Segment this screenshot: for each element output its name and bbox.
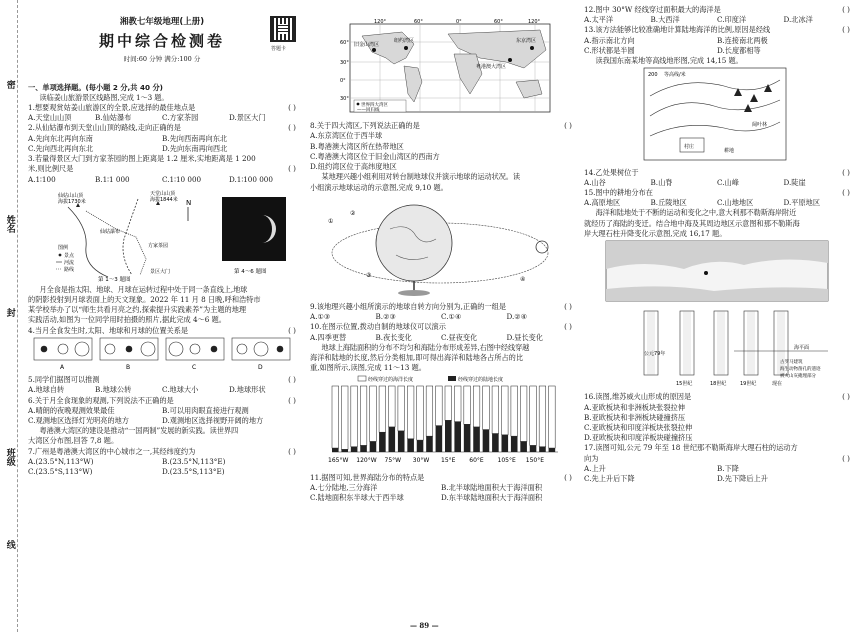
mediterranean-figure bbox=[584, 239, 850, 389]
bar-sea bbox=[511, 386, 518, 436]
intro-text: 读我国东南某地等高线地形图,完成 14,15 题。 bbox=[595, 56, 743, 66]
question-17-cont: 向为 ( ) bbox=[584, 453, 850, 463]
question-6: 6.关于月全食现象的观测,下列说法不正确的是 ( ) bbox=[28, 395, 296, 405]
margin-label: 姓名 bbox=[4, 215, 15, 233]
intro-text: 的阴影投射到月球表面上的天文现象。2022 年 11 月 8 日晚,呼和浩特市 bbox=[28, 294, 261, 304]
figure-row-1 bbox=[28, 187, 296, 283]
options-14: A.山谷 B.山脊 C.山峰 D.陡崖 bbox=[584, 177, 806, 187]
bar-sea bbox=[351, 386, 358, 447]
bar-land bbox=[539, 446, 546, 451]
earth-icon bbox=[58, 344, 68, 354]
lunar-eclipse-photo bbox=[222, 197, 286, 261]
bar-sea bbox=[398, 386, 405, 431]
option: D.亚欧板块和印度洋板块碰撞挤压 bbox=[584, 433, 693, 443]
intro-text: 读临姜山旅游景区线路图,完成 1～3 题。 bbox=[39, 92, 169, 102]
scenic-route-map bbox=[28, 187, 296, 283]
svg-text:河流: 河流 bbox=[64, 259, 75, 266]
svg-text:村庄: 村庄 bbox=[684, 144, 695, 151]
legend-sea: 经线穿过的海洋长度 bbox=[368, 376, 414, 383]
marble-pillar bbox=[644, 311, 658, 375]
bar-sea bbox=[417, 386, 424, 440]
bar-land bbox=[379, 432, 386, 452]
bar-land bbox=[464, 424, 471, 452]
earth-icon bbox=[190, 344, 200, 354]
options-9: A.①③ B.②③ C.①④ D.②④ bbox=[310, 312, 528, 322]
bar-sea bbox=[530, 386, 537, 445]
x-tick-label: 75°W bbox=[384, 456, 402, 464]
bar-land bbox=[351, 446, 358, 451]
bar-land bbox=[549, 448, 556, 452]
margin-label: 班级 bbox=[4, 448, 15, 466]
land-sea-chart bbox=[310, 374, 572, 470]
options-15: A.高原地区 B.丘陵地区 C.山地地区 D.平原地区 bbox=[584, 198, 821, 208]
options-6: A.晴朗的夜晚观测效果最佳 B.可以用肉眼直接进行观测 C.观测地区选择灯光明亮的地方 D.观测地区选择视野开阔的地方 bbox=[28, 405, 264, 425]
bar-land bbox=[445, 420, 452, 452]
intro-text: 月全食是指太阳、地球、月球在运转过程中处于同一条直线上,地球 bbox=[39, 284, 248, 294]
margin-label: 密 bbox=[4, 80, 15, 89]
section-title: 一、单项选择题。(每小题 2 分,共 40 分) bbox=[28, 82, 163, 92]
moon-icon bbox=[211, 346, 217, 352]
option: B.粤港澳大湾区所在热带地区 bbox=[310, 141, 404, 151]
earth-icon bbox=[105, 344, 115, 354]
world-bay-areas-map bbox=[310, 18, 572, 118]
svg-text:等高线/米: 等高线/米 bbox=[664, 72, 686, 79]
option: C.粤港澳大湾区位于旧金山湾区的西南方 bbox=[310, 151, 440, 161]
bar-sea bbox=[407, 386, 414, 439]
question-1: 1.想要观赏姑姜山旅游区的全景,应选择的最佳地点是 ( ) bbox=[28, 103, 296, 113]
svg-text:15世纪: 15世纪 bbox=[676, 381, 693, 388]
svg-text:60°: 60° bbox=[494, 19, 503, 25]
svg-text:海平面: 海平面 bbox=[794, 345, 810, 352]
moon-icon bbox=[277, 346, 283, 352]
svg-text:200: 200 bbox=[648, 72, 658, 79]
option: A.亚欧板块和非洲板块张裂拉伸 bbox=[584, 402, 685, 412]
map-label: 东京湾区 bbox=[516, 38, 537, 44]
column-left bbox=[22, 0, 300, 632]
options-7: A.(23.5°N,113°W) B.(23.5°N,113°E) C.(23.5°S,113°W) D.(23.5°S,113°E) bbox=[28, 456, 226, 477]
bar-land bbox=[502, 434, 509, 451]
x-tick-label: 30°W bbox=[412, 456, 430, 464]
exam-subtitle: 湘教七年级地理(上册) bbox=[119, 17, 205, 27]
svg-text:路线: 路线 bbox=[64, 266, 75, 273]
intro-text: 大湾区分布图,回答 7,8 题。 bbox=[28, 436, 119, 446]
column-middle bbox=[306, 0, 576, 632]
options-17: A.上升 B.下降 C.先上升后下降 D.先下降后上升 bbox=[584, 463, 768, 484]
intro-text: 粤港澳大湾区的建设是推动“一国两制”发展的新实践。读世界四 bbox=[39, 426, 239, 436]
intro-text: 重,如图所示,读图,完成 11～13 题。 bbox=[310, 363, 426, 373]
bar-sea bbox=[539, 386, 546, 447]
map-label: 纽约湾区 bbox=[394, 38, 415, 44]
legend-title: 图例 bbox=[58, 244, 69, 251]
options-11: A.七分陆地,三分海洋 B.北半球陆地面积大于海洋面积 C.陆地面积东半球大于西半球 D.东半球陆地面积大于海洋面积 bbox=[310, 482, 543, 503]
option: A.东京湾区位于西半球 bbox=[310, 131, 383, 141]
intro-text: 岸大理石柱升降变化示意图,完成 16,17 题。 bbox=[584, 228, 727, 238]
map-label: 海拔1844米 bbox=[150, 196, 178, 203]
page-number: — 89 — bbox=[410, 621, 439, 630]
option: C.亚欧板块和印度洋板块张裂拉伸 bbox=[584, 422, 693, 432]
svg-text:18世纪: 18世纪 bbox=[710, 381, 727, 388]
eclipse-options-figure bbox=[28, 336, 296, 372]
bar-sea bbox=[520, 386, 527, 441]
svg-text:120°: 120° bbox=[528, 19, 541, 25]
options-2: A.先向东北再向东南 B.先向西南再向东北 C.先向西北再向东北 D.先向东南再向西北 bbox=[28, 133, 228, 153]
bar-sea bbox=[360, 386, 367, 445]
option-label: D bbox=[258, 363, 263, 371]
options-10: A.四季更替 B.夜长变化 C.昼夜变化 D.昼长变化 bbox=[310, 332, 544, 342]
map-label: 粤港澳大湾区 bbox=[476, 64, 507, 70]
options-13: A.指示南北方向 B.连接南北两极 C.形状都是半圆 D.长度都相等 bbox=[584, 35, 768, 55]
bar-land bbox=[454, 421, 461, 451]
exam-title: 期中综合检测卷 bbox=[98, 32, 225, 51]
exam-header bbox=[28, 16, 296, 65]
map-label: 方家茶园 bbox=[148, 242, 169, 249]
legend-land: 经线穿过的陆地长度 bbox=[458, 376, 504, 383]
bar-sea bbox=[483, 386, 490, 430]
question-13: 13.该方法能够比较准确地计算陆地海洋的比例,原因是经线 ( ) bbox=[584, 25, 850, 35]
bar-land bbox=[530, 445, 537, 452]
question-14: 14.乙处果树位于 ( ) bbox=[584, 167, 850, 177]
bar-land bbox=[341, 449, 348, 452]
map-label: 仙姑瀑布 bbox=[100, 228, 121, 235]
margin-label: 线 bbox=[4, 540, 15, 549]
question-15: 15.图中的耕地分布在 ( ) bbox=[584, 187, 850, 197]
map-label: 仙姑山山顶 bbox=[58, 192, 84, 199]
question-5: 5.同学们据图可以推测 ( ) bbox=[28, 375, 296, 385]
bar-sea bbox=[473, 386, 480, 427]
x-tick-label: 120°W bbox=[356, 456, 377, 464]
exam-meta: 时间:60 分钟 满分:100 分 bbox=[123, 55, 201, 64]
svg-text:耕地: 耕地 bbox=[724, 148, 735, 155]
intro-text: 海洋和陆地处于不断的运动和变化之中,意大利那不勒斯海岸附近 bbox=[595, 208, 797, 218]
bar-land bbox=[407, 438, 414, 451]
globe-icon bbox=[376, 205, 452, 281]
bar-sea bbox=[445, 386, 452, 420]
svg-text:0°: 0° bbox=[340, 78, 346, 84]
svg-text:世界四大湾区: 世界四大湾区 bbox=[361, 103, 388, 108]
svg-text:④: ④ bbox=[520, 275, 526, 283]
svg-text:19世纪: 19世纪 bbox=[740, 381, 757, 388]
bar-sea bbox=[426, 386, 433, 436]
marble-pillar bbox=[744, 311, 758, 375]
svg-text:60°: 60° bbox=[414, 19, 423, 25]
intro-text: 某地理兴趣小组利用对转台制地球仪并演示地球的运动状况。读 bbox=[321, 172, 520, 182]
bar-sea bbox=[492, 386, 499, 434]
figure-caption: 第 4～6 题图 bbox=[234, 268, 267, 275]
bar-land bbox=[426, 436, 433, 452]
bar-land bbox=[473, 426, 480, 451]
qr-code[interactable] bbox=[270, 16, 296, 42]
question-11: 11.据图可知,世界海陆分布的特点是 ( ) bbox=[310, 472, 572, 482]
north-arrow: N bbox=[186, 198, 192, 207]
svg-text:30°: 30° bbox=[340, 60, 349, 66]
bar-sea bbox=[379, 386, 386, 432]
x-tick-label: 105°E bbox=[497, 456, 516, 464]
topographic-map bbox=[584, 66, 850, 164]
options-3: A.1∶100 B.1∶1 000 C.1∶10 000 D.1∶100 000 bbox=[28, 174, 273, 184]
marble-pillar bbox=[680, 311, 694, 375]
bar-sea bbox=[549, 386, 556, 448]
option: B.亚欧板块和非洲板块碰撞挤压 bbox=[584, 412, 686, 422]
question-7: 7.广州是粤港澳大湾区的中心城市之一,其经纬度约为 ( ) bbox=[28, 446, 296, 456]
bar-land bbox=[492, 433, 499, 451]
question-17: 17.读图可知,公元 79 年至 18 世纪那不勒斯海岸大理石柱的运动方 bbox=[584, 443, 798, 453]
bar-sea bbox=[389, 386, 396, 427]
bar-land bbox=[389, 426, 396, 451]
figure-caption: 第 1～3 题图 bbox=[98, 276, 131, 283]
sun-icon bbox=[141, 342, 155, 356]
map-label: 天堂山山顶 bbox=[150, 190, 176, 197]
volcano-icon bbox=[704, 271, 708, 275]
svg-text:②: ② bbox=[350, 209, 356, 217]
sun-icon bbox=[75, 342, 89, 356]
question-3-cont: 米,则比例尺是 ( ) bbox=[28, 164, 296, 174]
binding-margin bbox=[0, 0, 18, 632]
question-3: 3.若量得景区大门到方家茶园的图上距离是 1.2 厘米,实地距离是 1 200 bbox=[28, 154, 256, 164]
bar-land bbox=[520, 441, 527, 452]
svg-text:③: ③ bbox=[366, 271, 372, 279]
margin-label: 封 bbox=[4, 308, 15, 317]
bar-land bbox=[360, 445, 367, 452]
question-9: 9.该地理兴趣小组所演示的地球自转方向分别为,正确的一组是 ( ) bbox=[310, 301, 572, 311]
marble-pillar bbox=[774, 311, 788, 375]
intro-text: 地球上海陆面积的分布不均匀和海陆分布形成差异,右图中经线穿越 bbox=[321, 342, 530, 352]
svg-text:——回归线: ——回归线 bbox=[357, 108, 380, 113]
question-2: 2.从仙姑瀑布到天堂山山顶的路线,走向正确的是 ( ) bbox=[28, 123, 296, 133]
option-label: C bbox=[192, 363, 197, 371]
bar-sea bbox=[502, 386, 509, 435]
options-1: A.天堂山山顶 B.仙姑瀑布 C.方家茶园 D.景区大门 bbox=[28, 113, 266, 123]
question-10: 10.在图示位置,拨动自制的地球仪可以演示 ( ) bbox=[310, 322, 572, 332]
map-label: 旧金山湾区 bbox=[354, 42, 380, 48]
svg-text:120°: 120° bbox=[374, 19, 387, 25]
svg-text:阔叶林: 阔叶林 bbox=[752, 122, 768, 129]
moon-icon bbox=[126, 346, 132, 352]
intro-text: 实践活动,如图为一位同学用时拍摄的照片,据此完成 4～6 题。 bbox=[28, 315, 226, 325]
sun-icon bbox=[169, 342, 183, 356]
earth-icon bbox=[237, 344, 247, 354]
svg-text:古罗马建筑: 古罗马建筑 bbox=[780, 360, 803, 366]
map-label: 景区大门 bbox=[150, 268, 171, 275]
bar-sea bbox=[341, 386, 348, 449]
intro-text: 小组演示地球运动的示意图,完成 9,10 题。 bbox=[310, 182, 448, 192]
globe-demo-figure bbox=[310, 193, 572, 299]
svg-text:①: ① bbox=[328, 217, 334, 225]
question-4: 4.当月全食发生时,太阳、地球和月球的位置关系是 ( ) bbox=[28, 325, 296, 335]
bar-land bbox=[511, 436, 518, 452]
question-16: 16.读图,维苏威火山形成的原因是 ( ) bbox=[584, 392, 850, 402]
intro-text: 就经历了海陆的变迁。结合地中海及其周边地区示意图和那不勒斯海 bbox=[584, 218, 800, 228]
bar-land bbox=[370, 441, 377, 452]
options-5: A.地球自转 B.地球公转 C.地球大小 D.地球形状 bbox=[28, 385, 266, 395]
bar-sea bbox=[436, 386, 443, 426]
svg-text:现在: 现在 bbox=[772, 381, 783, 388]
svg-text:公元79年: 公元79年 bbox=[644, 351, 666, 358]
intro-text: 某学校举办了以“师生共看月亮之约,探索提升实践素养”为主题的地理 bbox=[28, 305, 247, 315]
sun-icon bbox=[254, 342, 268, 356]
bar-sea bbox=[332, 386, 339, 448]
svg-text:被火山灰掩埋部分: 被火山灰掩埋部分 bbox=[780, 374, 816, 380]
question-12: 12.图中 30°W 经线穿过面积最大的海洋是 ( ) bbox=[584, 5, 850, 14]
bar-sea bbox=[454, 386, 461, 422]
bar-land bbox=[436, 425, 443, 451]
bar-land bbox=[332, 448, 339, 452]
intro-text: 海洋和陆地的长度,然后分类相加,即可得出海洋和陆地各占所占的比 bbox=[310, 353, 524, 363]
svg-text:景点: 景点 bbox=[64, 252, 75, 259]
bar-sea bbox=[370, 386, 377, 441]
x-tick-label: 60°E bbox=[469, 456, 484, 464]
svg-text:60°: 60° bbox=[340, 40, 349, 46]
map-label: 海拔1730米 bbox=[58, 198, 86, 205]
x-tick-label: 150°E bbox=[525, 456, 544, 464]
bar-sea bbox=[464, 386, 471, 424]
question-8: 8.关于四大湾区,下列说法正确的是 ( ) bbox=[310, 121, 572, 131]
qr-label: 答题卡 bbox=[271, 46, 287, 52]
options-12: A.太平洋 B.大西洋 C.印度洋 D.北冰洋 bbox=[584, 15, 813, 25]
x-tick-label: 15°E bbox=[441, 456, 456, 464]
column-right bbox=[580, 0, 852, 632]
option: D.纽约湾区位于高纬度地区 bbox=[310, 162, 397, 172]
bar-land bbox=[417, 440, 424, 452]
svg-text:0°: 0° bbox=[456, 19, 462, 25]
svg-text:海生动物凿孔的遗迹: 海生动物凿孔的遗迹 bbox=[780, 367, 821, 373]
option-label: B bbox=[126, 363, 131, 371]
x-tick-label: 165°W bbox=[328, 456, 349, 464]
moon-icon bbox=[41, 346, 47, 352]
bar-land bbox=[398, 430, 405, 451]
svg-text:30°: 30° bbox=[340, 96, 349, 102]
marble-pillar bbox=[714, 311, 728, 375]
bar-land bbox=[483, 429, 490, 451]
option-label: A bbox=[60, 363, 65, 371]
